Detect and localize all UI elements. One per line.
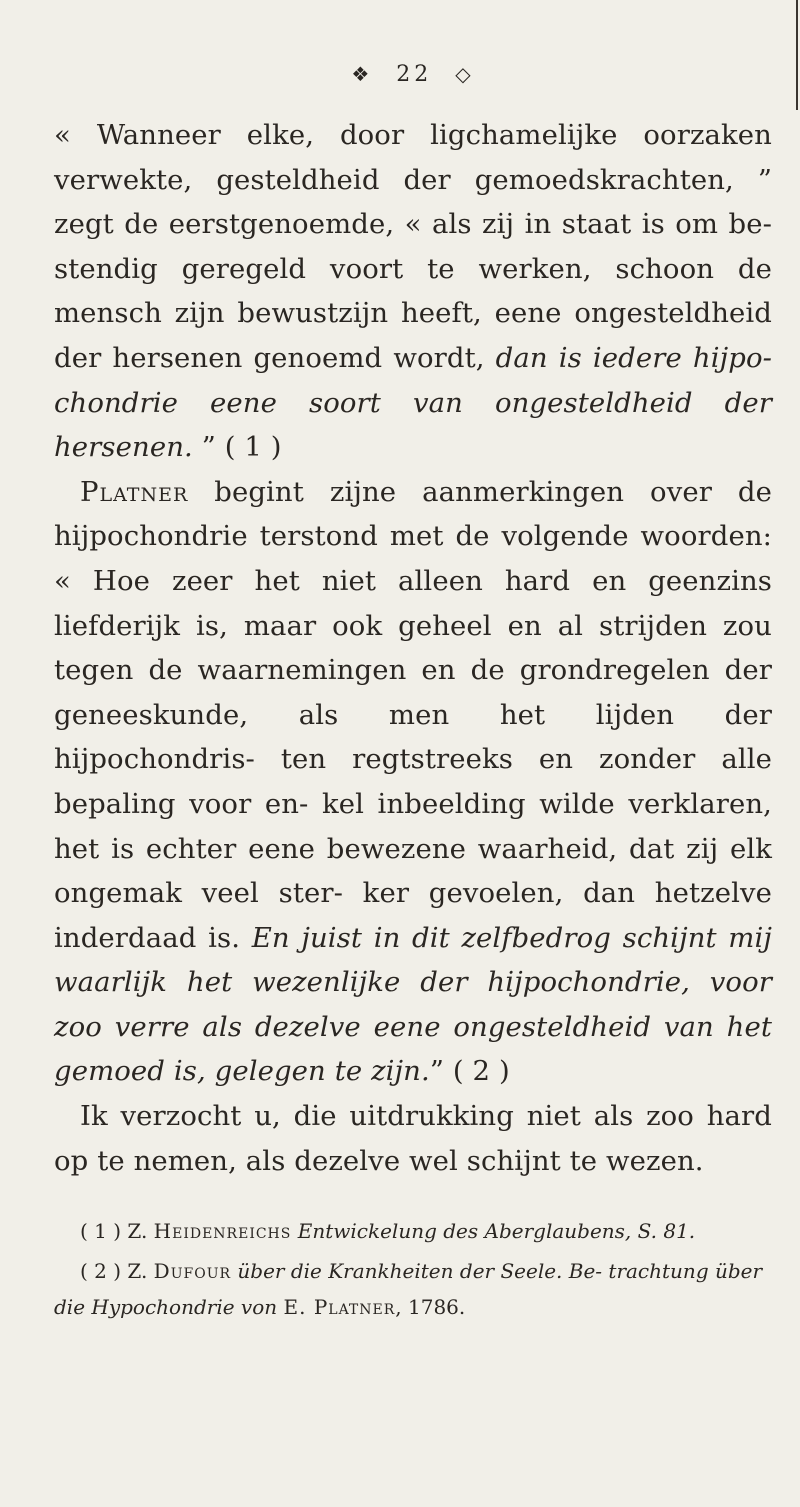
page-header xyxy=(54,62,772,87)
paragraph-1 xyxy=(54,113,772,470)
fn2-author2: E. Platner xyxy=(283,1295,396,1320)
footnote-2: ( 2 ) Z. Dufour über die Krankheiten der Seele. Be- trachtung über die Hypochondrie von E. Platner, 1786. xyxy=(54,1259,763,1320)
footnotes xyxy=(54,1213,772,1325)
para2-text-a: begint zijne aanmerkingen over de hijpochondrie terstond met de volgende woorden: « Hoe zeer het niet alleen hard en geenzins liefderijk is, maar ook geheel en al strijden zou tegen de waarnemingen en de grondregelen der geneeskunde, als men het lijden der hijpochondris- ten regtstreeks en zonder alle bepaling voor en- kel inbeelding wilde verklaren, het is echter eene bewezene waarheid, dat zij elk ongemak veel ster- ker gevoelen, dan hetzelve inderdaad is. xyxy=(54,475,772,954)
para1-text-a: « Wanneer elke, door ligchamelijke oorzaken verwekte, gesteldheid der gemoedskrachten, ” zegt de eerstgenoemde, « als zij in staat is om be- stendig geregeld voort te werken, schoon de mensch zijn bewustzijn heeft, eene ongesteldheid der hersenen genoemd wordt, xyxy=(54,119,772,374)
page-number: 22 xyxy=(396,62,433,87)
paragraph-2 xyxy=(54,470,772,1094)
footnote-1: ( 1 ) Z. Heidenreichs Entwickelung des Aberglaubens, S. 81. xyxy=(80,1219,696,1244)
main-text xyxy=(54,113,772,1183)
fn1-title: Entwickelung des Aberglaubens, xyxy=(291,1219,632,1244)
fn1-author: Heidenreichs xyxy=(153,1219,292,1244)
paragraph-3: Ik verzocht u, die uitdrukking niet als zoo hard op te nemen, als dezelve wel schijnt te wezen. xyxy=(54,1100,772,1177)
ornament-right-icon: ◇ xyxy=(455,62,475,86)
fn1-page: S. 81. xyxy=(631,1219,696,1244)
ornament-left-icon: ❖ xyxy=(351,62,374,86)
fn2-year: , 1786. xyxy=(395,1295,466,1320)
para1-italic: dan is iedere hijpo- chondrie eene soort van ongesteldheid der hersenen. xyxy=(54,341,772,464)
fn2-author: Dufour xyxy=(153,1259,232,1284)
author-name-platner: Platner xyxy=(80,475,189,508)
fn1-marker: ( 1 ) xyxy=(80,1219,122,1244)
para2-text-b: ” ( 2 ) xyxy=(429,1055,510,1088)
fn2-title: über die Krankheiten der Seele. Be- trachtung über die Hypochondrie von xyxy=(54,1259,763,1320)
para1-text-b: ” ( 1 ) xyxy=(192,431,282,464)
fn2-marker: ( 2 ) xyxy=(80,1259,122,1284)
page-edge-line xyxy=(796,0,798,110)
para2-italic: En juist in dit zelfbedrog schijnt mij waarlijk het wezenlijke der hijpochondrie, voor zoo verre als dezelve eene ongesteldheid van het gemoed is, gelegen te zijn. xyxy=(54,921,773,1088)
